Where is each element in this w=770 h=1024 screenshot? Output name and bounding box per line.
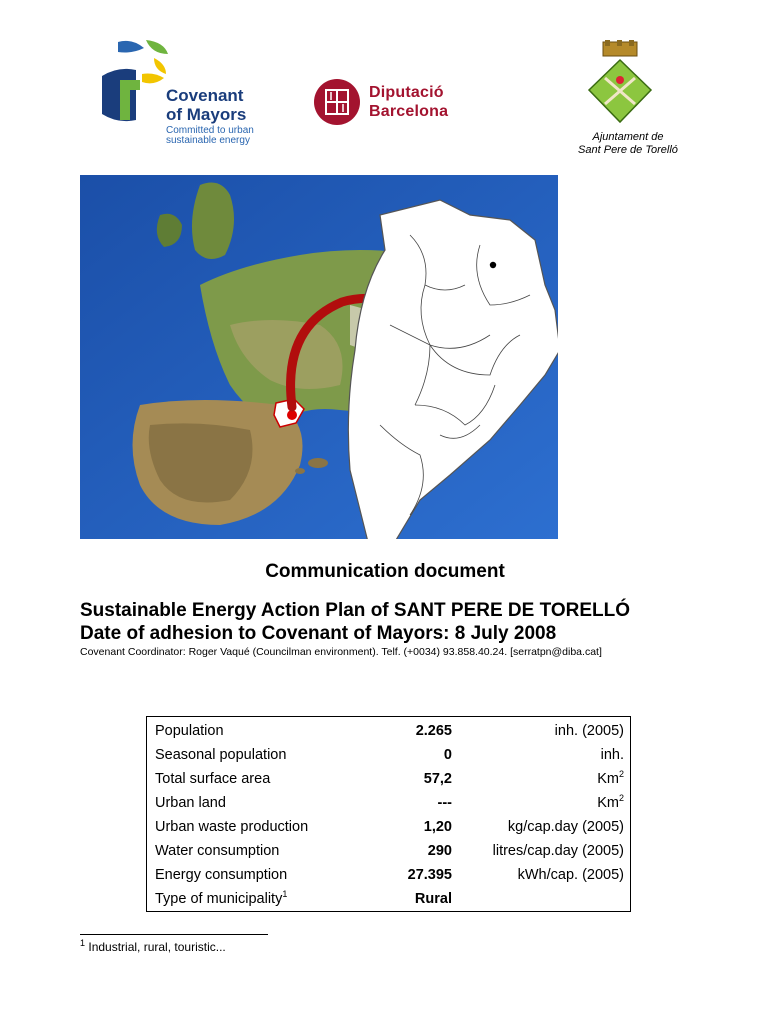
footnote-divider (80, 934, 268, 935)
table-row (147, 723, 630, 747)
stat-unit-sup: 2 (618, 769, 624, 780)
stat-unit (597, 795, 624, 811)
covenant-tagline-line2: sustainable energy (166, 135, 250, 146)
stat-value: 1,20 (423, 819, 452, 835)
table-row (147, 771, 630, 795)
stat-label: Water consumption (155, 843, 280, 859)
stat-label: Energy consumption (155, 867, 288, 883)
ajuntament-caption-line2: Sant Pere de Torelló (578, 144, 678, 156)
diputacio-line1: Diputació (369, 84, 444, 101)
stat-label: Total surface area (155, 771, 271, 787)
municipality-stats-table (146, 716, 631, 912)
stat-label: Urban waste production (155, 819, 309, 835)
location-map (80, 175, 558, 539)
stat-unit: inh. (2005) (554, 723, 624, 739)
covenant-title-line2: of Mayors (166, 105, 247, 124)
stat-value: 57,2 (423, 771, 452, 787)
plan-heading: Sustainable Energy Action Plan of SANT PERE DE TORELLÓ (80, 600, 631, 621)
stat-label: Seasonal population (155, 747, 287, 763)
stat-label: Population (155, 723, 224, 739)
covenant-tagline-line1: Committed to urban (166, 125, 254, 136)
catalonia-location-map-image (80, 175, 558, 539)
table-row (147, 819, 630, 843)
table-row (147, 891, 630, 915)
stat-label (155, 891, 287, 907)
diputacio-emblem-icon (313, 78, 361, 126)
stat-label: Urban land (155, 795, 226, 811)
stat-label-text: Type of municipality (155, 891, 283, 907)
table-row (147, 795, 630, 819)
stat-unit-text: Km (597, 795, 619, 811)
stat-unit-sup: 2 (618, 793, 624, 804)
adhesion-date-heading: Date of adhesion to Covenant of Mayors: 8 July 2008 (80, 623, 557, 644)
stat-unit (597, 771, 624, 787)
stat-value: --- (437, 795, 452, 811)
ajuntament-caption-line1: Ajuntament de (592, 131, 664, 143)
diputacio-line2: Barcelona (369, 103, 449, 120)
stat-unit-text: Km (597, 771, 619, 787)
document-title: Communication document (265, 561, 505, 582)
ajuntament-logo (578, 40, 685, 160)
stat-unit: inh. (600, 747, 624, 763)
stat-unit: kWh/cap. (2005) (517, 867, 624, 883)
footnote-mark: 1 (80, 938, 86, 948)
covenant-emblem-icon (100, 40, 170, 130)
covenant-title-line1: Covenant (166, 86, 244, 105)
stat-value: Rural (414, 891, 452, 907)
footnote-text: Industrial, rural, touristic... (88, 940, 226, 954)
coordinator-info: Covenant Coordinator: Roger Vaqué (Councilman environment). Telf. (+0034) 93.858.40.24. [serratpn@diba.cat] (80, 646, 602, 658)
stat-value: 27.395 (407, 867, 452, 883)
table-row (147, 843, 630, 867)
covenant-of-mayors-logo (100, 40, 280, 150)
stat-unit: litres/cap.day (2005) (492, 843, 624, 859)
table-row (147, 867, 630, 891)
stat-unit: kg/cap.day (2005) (507, 819, 624, 835)
diputacio-barcelona-logo (313, 78, 473, 128)
stat-value: 2.265 (415, 723, 452, 739)
footnote-ref: 1 (282, 889, 288, 900)
stat-value: 0 (443, 747, 452, 763)
table-row (147, 747, 630, 771)
stat-value: 290 (427, 843, 452, 859)
coat-of-arms-icon (585, 40, 655, 128)
footnote (80, 940, 226, 954)
